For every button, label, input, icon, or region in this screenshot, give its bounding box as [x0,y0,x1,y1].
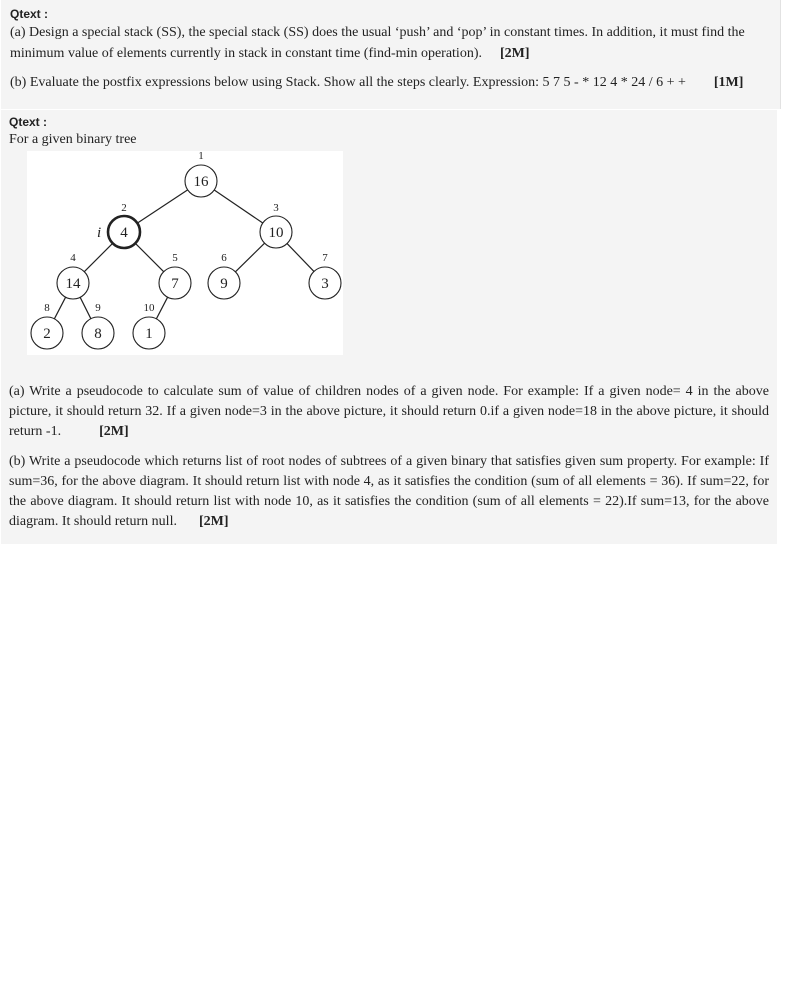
question-label: Qtext : [10,7,49,21]
tree-node-index: 4 [70,252,76,264]
tree-intro: For a given binary tree [9,132,137,147]
part-b-line [10,73,780,93]
tree-node-index: 3 [273,202,279,214]
tree-node [309,252,341,299]
question-label: Qtext : [9,115,48,129]
part-b-marks: [2M] [198,514,229,529]
part-a-line-1: (a) Design a special stack (SS), the special stack (SS) does the usual ‘push’ and ‘pop’ in constant times. In addition, it must find the [10,25,745,40]
part-a-text: (a) Write a pseudocode to calculate sum of value of children nodes of a given node. For example: If a given node= 4 in the above picture, it should return 32. If a given node=3 in the above picture, it should return 0.if a given node=18 in the above picture, it should return -1. [9,384,769,439]
part-b-marks: [1M] [713,75,744,90]
part-b-text: (b) Write a pseudocode which returns list of root nodes of subtrees of a given binary that satisfies given sum property. For example: If sum=36, for the above diagram. It should return list with node 4, as it satisfies the condition (sum of all elements = 36). If sum=22, for the above diagram. It should return list with node 10, as it satisfies the condition (sum of all elements = 22).If sum=13, for the above diagram. It should return null. [9,454,769,529]
tree-edge [137,190,187,223]
tree-node-value: 10 [268,225,284,241]
tree-node [185,151,217,197]
tree-node-index: 5 [172,252,178,264]
part-b-paragraph [9,452,769,532]
tree-node [31,302,63,349]
tree-edge [156,297,167,319]
tree-node [208,252,240,299]
tree-edge [135,243,163,271]
question-block-2 [1,110,777,544]
part-a-text: minimum value of elements currently in stack in constant time (find-min operation). [10,46,482,61]
tree-edge [287,244,314,272]
tree-node-value: 4 [120,225,128,241]
tree-node [82,302,114,349]
tree-edge [80,297,91,318]
part-a-marks: [2M] [99,424,129,439]
question-block-1 [1,0,781,109]
binary-tree-figure [27,151,343,355]
tree-node-index: 9 [95,302,101,314]
tree-node-value: 2 [43,326,51,342]
tree-node [260,202,292,248]
tree-node-value: 9 [220,276,228,292]
tree-node [97,202,140,248]
tree-node-value: 3 [321,276,329,292]
tree-node-value: 16 [193,174,209,190]
tree-node [133,302,165,349]
tree-pointer-label: i [97,225,102,241]
tree-edge [235,243,264,272]
tree-node-value: 7 [171,276,179,292]
tree-edge [54,297,65,319]
tree-node-value: 8 [94,326,102,342]
tree-edge [214,190,263,223]
tree-node-index: 2 [121,202,127,214]
tree-node-value: 1 [145,326,153,342]
tree-edge [84,243,112,271]
tree-node [159,252,191,299]
part-a-marks: [2M] [500,46,530,61]
tree-node-value: 14 [65,276,81,292]
tree-node [57,252,89,299]
part-a-paragraph [9,382,769,442]
tree-node-index: 10 [143,302,155,314]
tree-node-index: 8 [44,302,50,314]
part-a-line-2 [10,44,770,64]
tree-node-index: 1 [198,151,204,162]
tree-node-index: 6 [221,252,227,264]
tree-node-index: 7 [322,252,328,264]
part-b-text: (b) Evaluate the postfix expressions below using Stack. Show all the steps clearly. Expression: 5 7 5 - * 12 4 * 24 / 6 + + [10,75,686,90]
